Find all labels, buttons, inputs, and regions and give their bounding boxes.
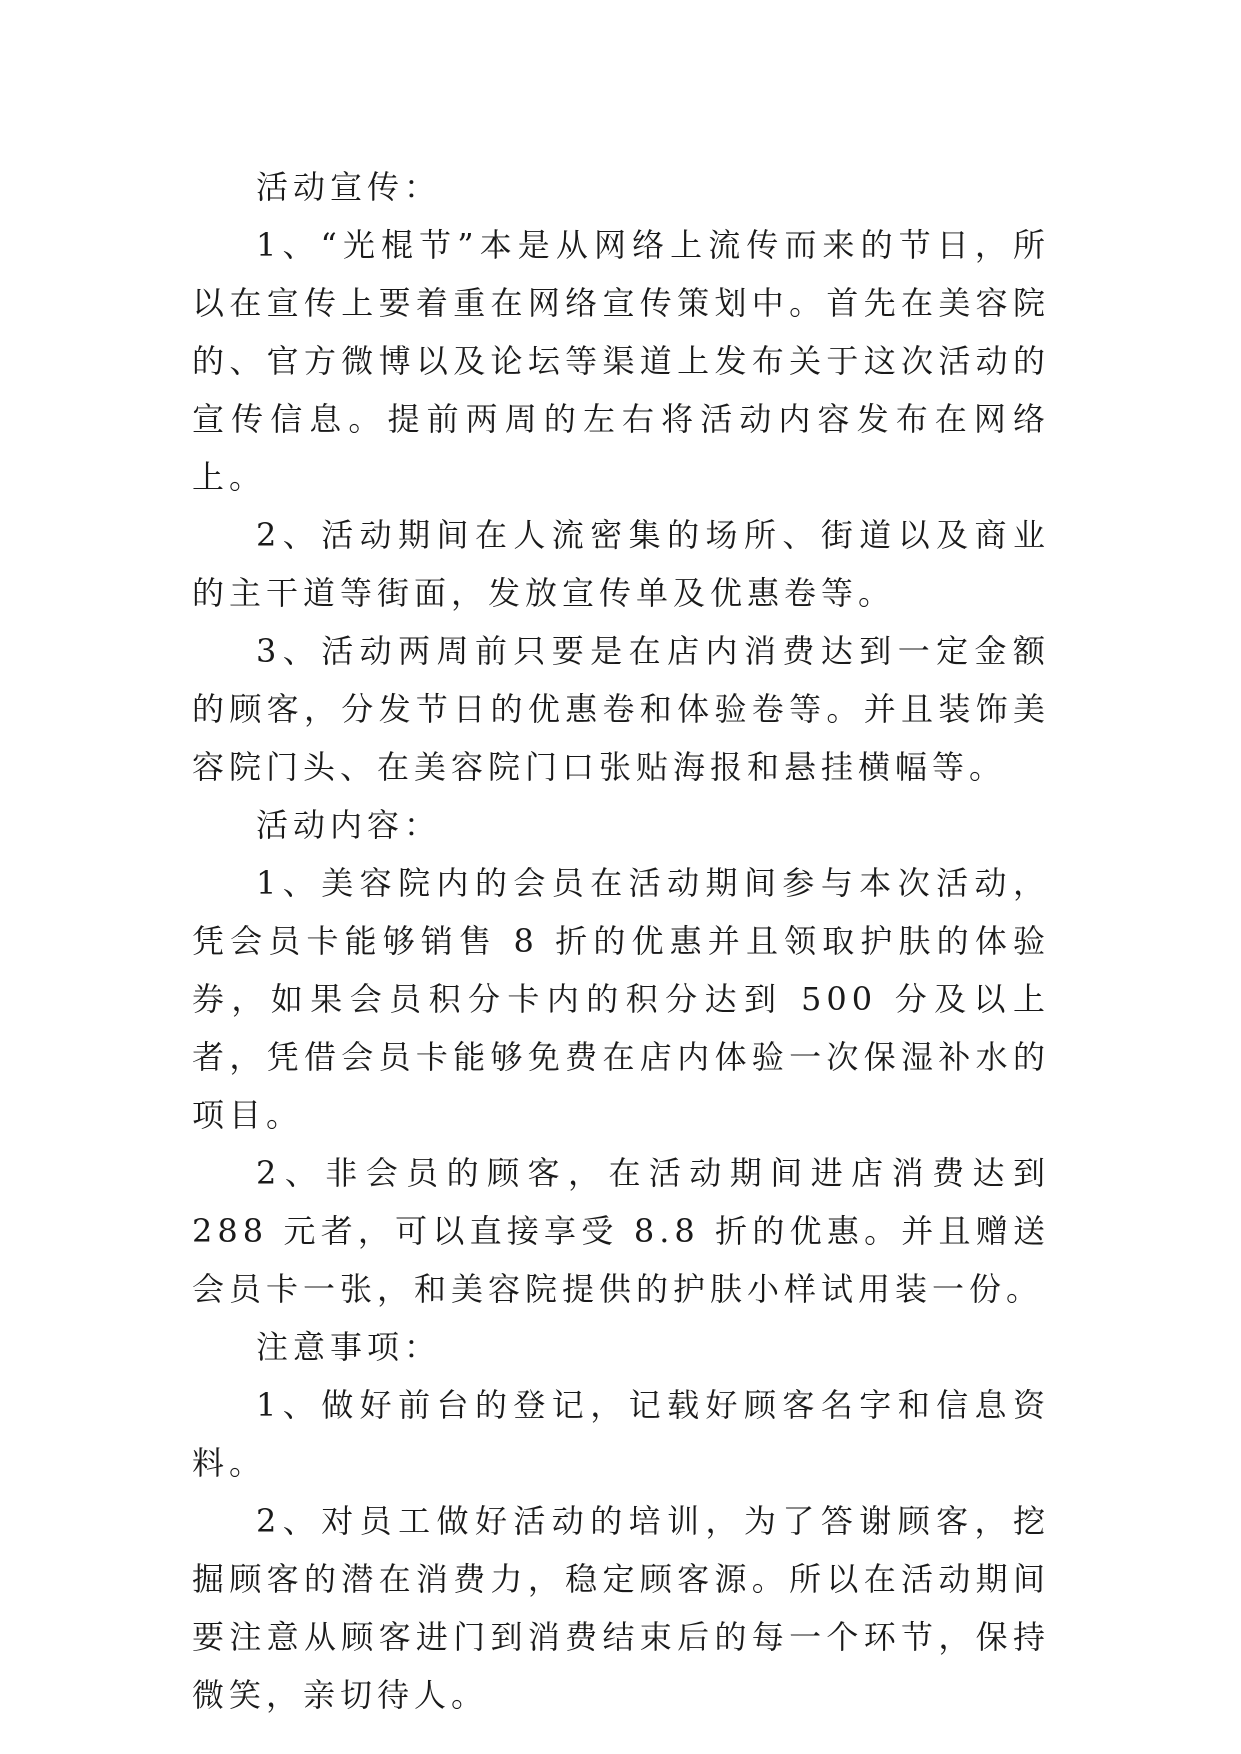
notes-paragraph-1: 1、做好前台的登记，记载好顾客名字和信息资料。 bbox=[192, 1386, 1050, 1482]
section-heading-content: 活动内容： bbox=[256, 806, 442, 844]
promotion-paragraph-2: 2、活动期间在人流密集的场所、街道以及商业的主干道等街面，发放宣传单及优惠卷等。 bbox=[192, 516, 1050, 612]
section-heading-promotion: 活动宣传： bbox=[256, 168, 442, 206]
notes-paragraph-2: 2、对员工做好活动的培训，为了答谢顾客，挖掘顾客的潜在消费力，稳定顾客源。所以在活动期间要注意从顾客进门到消费结束后的每一个环节，保持微笑，亲切待人。 bbox=[192, 1502, 1050, 1714]
content-paragraph-1: 1、美容院内的会员在活动期间参与本次活动，凭会员卡能够销售 8 折的优惠并且领取护肤的体验券，如果会员积分卡内的积分达到 500 分及以上者，凭借会员卡能够免费在店内体验一次保湿补水的项目。 bbox=[192, 864, 1050, 1134]
document-body bbox=[192, 158, 1050, 1724]
promotion-paragraph-1: 1、“光棍节”本是从网络上流传而来的节日，所以在宣传上要着重在网络宣传策划中。首先在美容院的、官方微博以及论坛等渠道上发布关于这次活动的宣传信息。提前两周的左右将活动内容发布在网络上。 bbox=[192, 226, 1050, 496]
content-paragraph-2: 2、非会员的顾客，在活动期间进店消费达到 288 元者，可以直接享受 8.8 折的优惠。并且赠送会员卡一张，和美容院提供的护肤小样试用装一份。 bbox=[192, 1154, 1050, 1308]
promotion-paragraph-3: 3、活动两周前只要是在店内消费达到一定金额的顾客，分发节日的优惠卷和体验卷等。并且装饰美容院门头、在美容院门口张贴海报和悬挂横幅等。 bbox=[192, 632, 1050, 786]
section-heading-notes: 注意事项： bbox=[256, 1328, 442, 1366]
